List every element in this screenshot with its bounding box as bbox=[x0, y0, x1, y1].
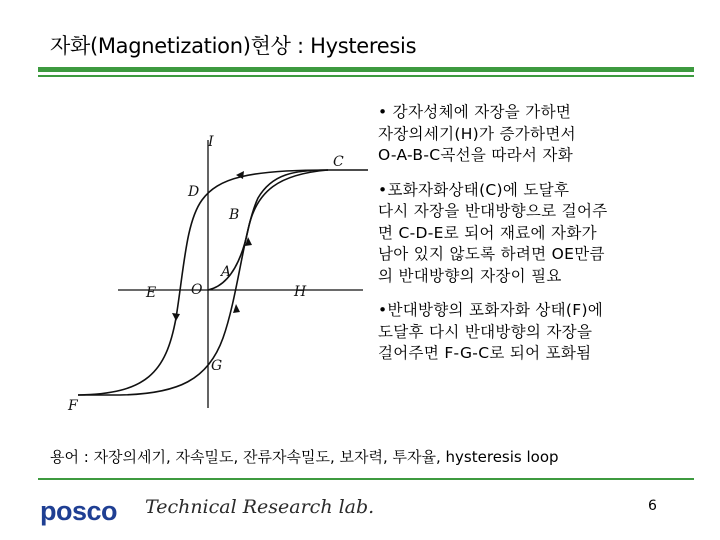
arrow-e-to-f bbox=[172, 313, 180, 321]
hysteresis-diagram bbox=[58, 118, 378, 418]
label-g: G bbox=[211, 358, 223, 374]
bullet-list bbox=[378, 102, 708, 378]
slide-title: 자화(Magnetization)현상 : Hysteresis bbox=[50, 34, 417, 58]
arrow-g-to-c bbox=[233, 304, 240, 313]
descending-branch bbox=[78, 170, 328, 395]
label-e: E bbox=[146, 285, 157, 301]
posco-logo-mark bbox=[40, 494, 130, 528]
label-d: D bbox=[188, 184, 200, 200]
posco-logo-text: posco bbox=[40, 496, 118, 526]
label-f: F bbox=[68, 398, 78, 414]
lab-name: Technical Research lab. bbox=[145, 496, 375, 518]
label-b: B bbox=[229, 207, 240, 223]
label-a: A bbox=[221, 264, 232, 280]
bullet-item: •포화자화상태(C)에 도달후 다시 자장을 반대방향으로 걸어주 면 C-D-E로 되어 재료에 자화가 남아 있지 않도록 하려면 OE만큼 의 반대방향의 자장이 필요 bbox=[378, 180, 608, 285]
title-rule-thick bbox=[38, 67, 694, 72]
posco-logo bbox=[40, 494, 130, 528]
label-i: I bbox=[208, 134, 214, 150]
footer-rule bbox=[38, 478, 694, 480]
terms-line: 용어 : 자장의세기, 자속밀도, 잔류자속밀도, 보자력, 투자율, hysteresis loop bbox=[50, 448, 559, 466]
page-number: 6 bbox=[648, 498, 657, 514]
label-c: C bbox=[333, 154, 344, 170]
hysteresis-figure bbox=[58, 118, 378, 418]
bullet-item: •반대방향의 포화자화 상태(F)에 도달후 다시 반대방향의 자장을 걸어주면 F-G-C로 되어 포화됨 bbox=[378, 301, 604, 362]
label-o: O bbox=[191, 282, 203, 298]
title-rule-thin bbox=[38, 75, 694, 77]
label-h: H bbox=[294, 284, 307, 300]
bullet-item: • 강자성체에 자장을 가하면 자장의세기(H)가 증가하면서 O-A-B-C곡선을 따라서 자화 bbox=[378, 103, 576, 164]
